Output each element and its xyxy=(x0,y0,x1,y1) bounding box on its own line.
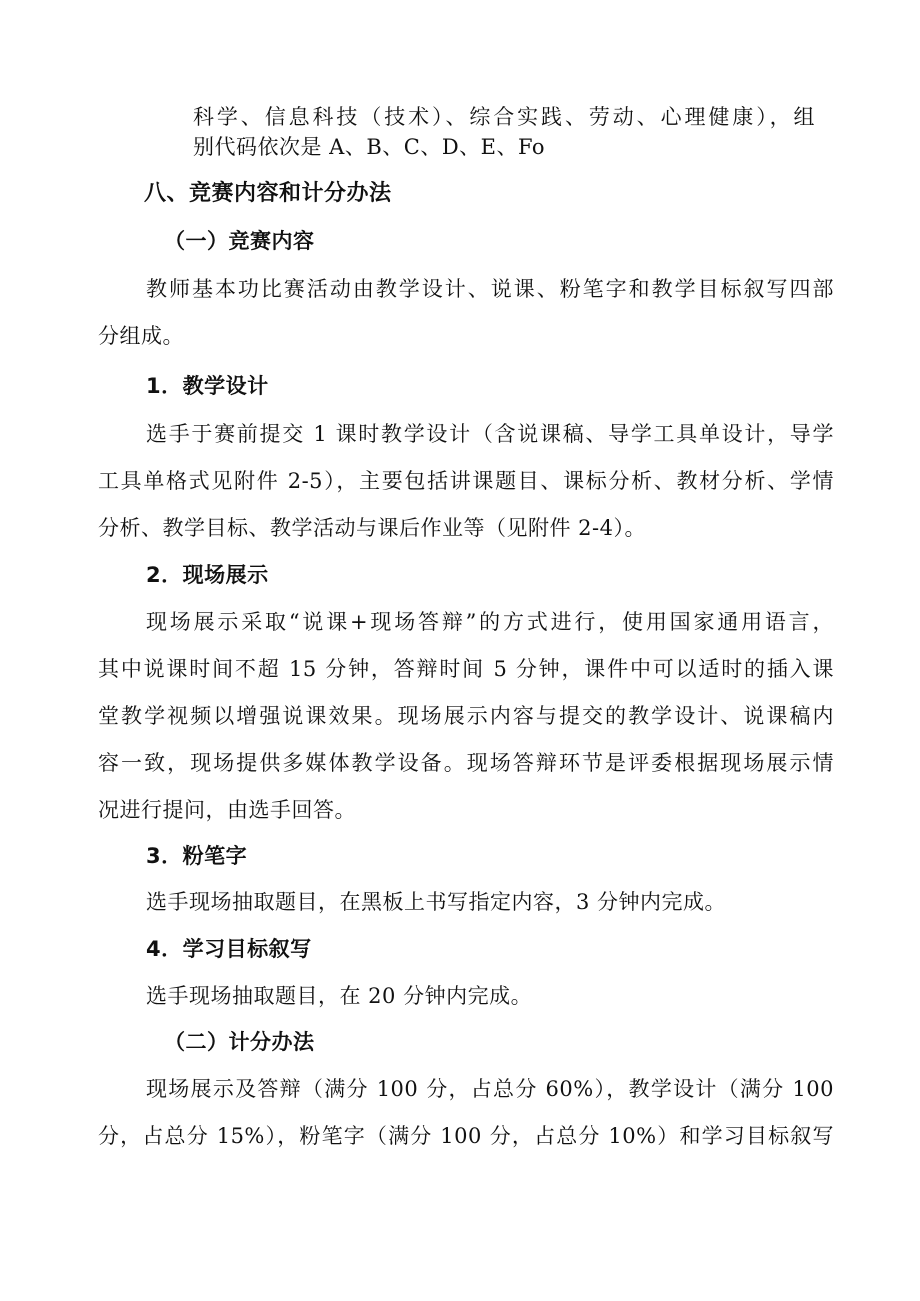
chalk-writing-paragraph: 选手现场抽取题目，在黑板上书写指定内容，3 分钟内完成。 xyxy=(146,890,727,914)
intro-line-2: 别代码依次是 A、B、C、D、E、Fo xyxy=(193,135,546,159)
live-presentation-line-1: 现场展示采取“说课+现场答辩”的方式进行，使用国家通用语言， xyxy=(146,610,834,634)
teaching-design-line-1: 选手于赛前提交 1 课时教学设计（含说课稿、导学工具单设计，导学 xyxy=(146,422,834,446)
teaching-design-line-2: 工具单格式见附件 2-5），主要包括讲课题目、课标分析、教材分析、学情 xyxy=(98,469,834,493)
item-title-chalk-writing: 3．粉笔字 xyxy=(146,844,248,868)
objective-writing-paragraph: 选手现场抽取题目，在 20 分钟内完成。 xyxy=(146,984,533,1008)
live-presentation-line-4: 容一致，现场提供多媒体教学设备。现场答辩环节是评委根据现场展示情 xyxy=(98,751,834,775)
section-title: 八、竞赛内容和计分办法 xyxy=(144,181,392,206)
live-presentation-line-5: 况进行提问，由选手回答。 xyxy=(98,798,356,822)
teaching-design-line-3: 分析、教学目标、教学活动与课后作业等（见附件 2-4）。 xyxy=(98,516,646,540)
subsection-title-content: （一）竞赛内容 xyxy=(164,229,315,253)
intro-line-1: 科学、信息科技（技术）、综合实践、劳动、心理健康），组 xyxy=(193,105,815,129)
scoring-paragraph-line-1: 现场展示及答辩（满分 100 分，占总分 60%），教学设计（满分 100 xyxy=(146,1077,834,1101)
content-paragraph-line-1: 教师基本功比赛活动由教学设计、说课、粉笔字和教学目标叙写四部 xyxy=(146,277,834,301)
item-title-teaching-design: 1．教学设计 xyxy=(146,374,269,398)
item-title-objective-writing: 4．学习目标叙写 xyxy=(146,937,312,961)
content-paragraph-line-2: 分组成。 xyxy=(98,324,184,348)
live-presentation-line-2: 其中说课时间不超 15 分钟，答辩时间 5 分钟，课件中可以适时的插入课 xyxy=(98,657,834,681)
subsection-title-scoring: （二）计分办法 xyxy=(164,1030,315,1054)
live-presentation-line-3: 堂教学视频以增强说课效果。现场展示内容与提交的教学设计、说课稿内 xyxy=(98,704,834,728)
scoring-paragraph-line-2: 分，占总分 15%），粉笔字（满分 100 分，占总分 10%）和学习目标叙写 xyxy=(98,1124,834,1148)
item-title-live-presentation: 2．现场展示 xyxy=(146,563,269,587)
